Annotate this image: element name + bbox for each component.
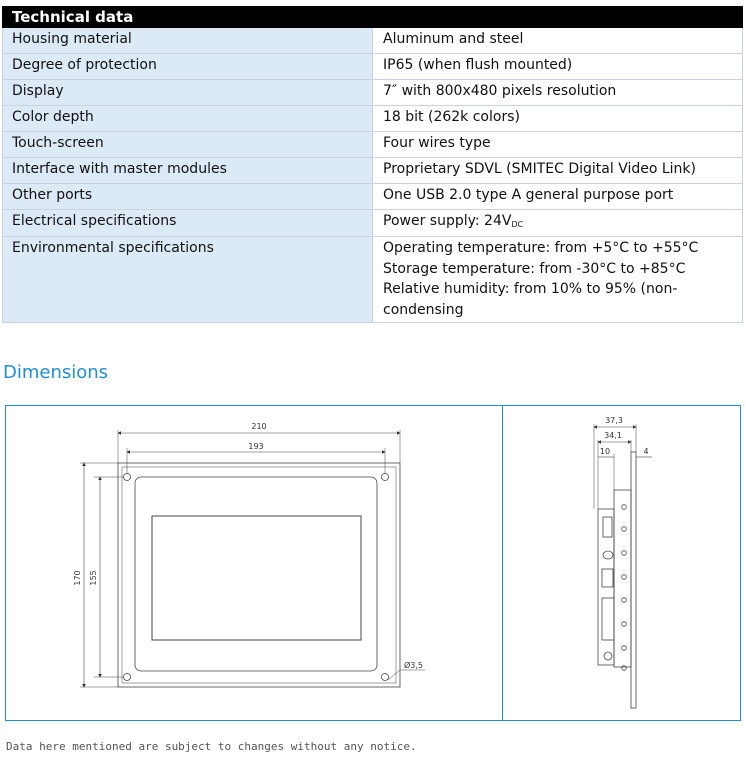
screen-area <box>152 516 361 640</box>
row-value: Aluminum and steel <box>373 28 743 54</box>
row-value: One USB 2.0 type A general purpose port <box>373 184 743 210</box>
connector <box>603 517 612 537</box>
front-width-inner-label: 193 <box>248 442 264 451</box>
row-label: Interface with master modules <box>3 158 373 184</box>
row-value: IP65 (when flush mounted) <box>373 54 743 80</box>
front-height-inner-label: 155 <box>89 570 98 586</box>
dimensions-heading: Dimensions <box>3 362 109 383</box>
power-supply-text: Power supply: 24V <box>383 213 512 229</box>
row-value: 7″ with 800x480 pixels resolution <box>373 80 743 106</box>
connector <box>603 551 613 559</box>
outer-frame <box>118 463 400 687</box>
side-panel-thickness-label: 4 <box>643 447 649 456</box>
row-label: Housing material <box>3 28 373 54</box>
front-height-outer-label: 170 <box>73 570 82 586</box>
row-value: 18 bit (262k colors) <box>373 106 743 132</box>
connector <box>604 652 612 660</box>
table-title: Technical data <box>3 7 743 28</box>
row-value: Proprietary SDVL (SMITEC Digital Video Link) <box>373 158 743 184</box>
env-line: Relative humidity: from 10% to 95% (non- <box>383 281 678 297</box>
mounting-hole <box>124 474 131 481</box>
row-label: Degree of protection <box>3 54 373 80</box>
power-supply-subscript: DC <box>511 220 524 229</box>
side-front-panel <box>631 452 636 708</box>
row-label: Touch-screen <box>3 132 373 158</box>
mounting-hole <box>124 674 131 681</box>
front-width-outer-label: 210 <box>251 422 267 431</box>
mounting-hole <box>382 674 389 681</box>
front-hole-label: Ø3,5 <box>404 661 424 670</box>
env-line: condensing <box>383 301 464 318</box>
row-label: Color depth <box>3 106 373 132</box>
row-value: Four wires type <box>373 132 743 158</box>
side-depth-front-label: 10 <box>599 447 611 456</box>
inner-frame <box>122 467 396 683</box>
row-label: Electrical specifications <box>3 210 373 237</box>
env-line: Operating temperature: from +5°C to +55°C <box>383 240 699 256</box>
row-label: Environmental specifications <box>3 237 373 323</box>
row-label: Display <box>3 80 373 106</box>
footnote: Data here mentioned are subject to changes without any notice. <box>6 740 417 753</box>
side-depth-body-label: 34,1 <box>604 431 622 440</box>
env-line: Storage temperature: from -30°C to +85°C <box>383 260 686 277</box>
row-label: Other ports <box>3 184 373 210</box>
mounting-hole <box>382 474 389 481</box>
bezel <box>135 477 377 671</box>
front-view-drawing <box>80 430 425 687</box>
usb-port <box>602 569 613 587</box>
video-port <box>602 598 614 640</box>
side-depth-total-label: 37,3 <box>605 416 623 425</box>
side-view-drawing <box>594 424 652 708</box>
